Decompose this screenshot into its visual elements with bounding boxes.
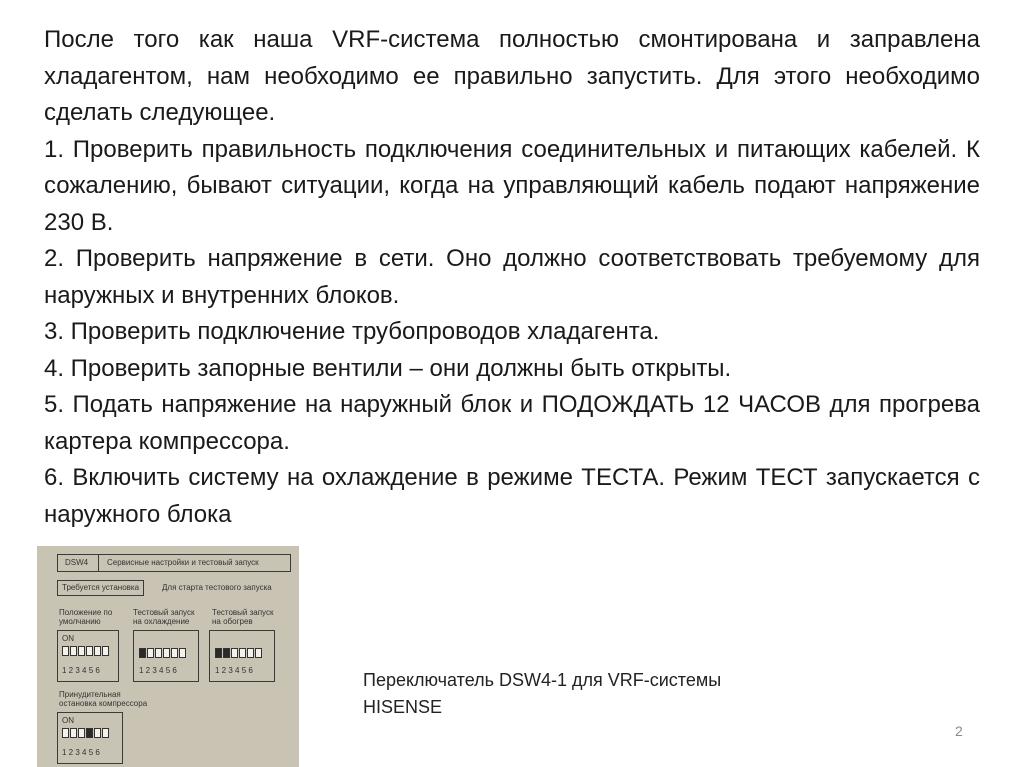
step-1: 1. Проверить правильность подключения соединительных и питающих кабелей. К сожалению, бывают ситуации, когда на управляющий кабель подают напряжение 230 В. — [44, 135, 980, 236]
figure-caption — [363, 667, 823, 721]
slide-number: 2 — [955, 723, 963, 739]
group-stop-numbers: 1 2 3 4 5 6 — [62, 748, 100, 757]
group-cool-label: Тестовый запуск на охлаждение — [133, 608, 195, 626]
step-4: 4. Проверить запорные вентили – они должны быть открыты. — [44, 354, 732, 382]
step-3: 3. Проверить подключение трубопроводов хладагента. — [44, 318, 660, 345]
group-default-numbers: 1 2 3 4 5 6 — [62, 666, 100, 675]
intro-paragraph: После того как наша VRF-система полностью смонтирована и заправлена хладагентом, нам необходимо ее правильно запустить. Для этого необходимо сделать следующее. — [44, 26, 980, 126]
photo-header-code: DSW4 — [65, 558, 89, 567]
switch-default — [62, 646, 109, 656]
switch-cool — [139, 648, 186, 658]
caption-line-2: HISENSE — [363, 697, 443, 717]
group-cool-numbers: 1 2 3 4 5 6 — [139, 666, 177, 675]
group-heat-label: Тестовый запуск на обогрев — [212, 608, 274, 626]
step-5: 5. Подать напряжение на наружный блок и ПОДОЖДАТЬ 12 ЧАСОВ для прогрева картера компрессора. — [44, 391, 980, 455]
group-stop-on: ON — [62, 716, 74, 725]
switch-heat — [215, 648, 262, 658]
dsw4-switch-photo — [37, 546, 299, 767]
photo-subheader-right: Для старта тестового запуска — [162, 583, 272, 592]
step-6: 6. Включить систему на охлаждение в режиме ТЕСТА. Режим ТЕСТ запускается с наружного блока — [44, 464, 980, 528]
group-stop-label: Принудительная остановка компрессора — [59, 690, 148, 708]
body-text — [44, 22, 980, 533]
switch-stop — [62, 728, 109, 738]
group-heat-numbers: 1 2 3 4 5 6 — [215, 666, 253, 675]
step-2: 2. Проверить напряжение в сети. Оно должно соответствовать требуемому для наружных и внутренних блоков. — [44, 245, 980, 309]
caption-line-1: Переключатель DSW4-1 для VRF-системы — [363, 670, 722, 690]
photo-header-title: Сервисные настройки и тестовый запуск — [107, 558, 259, 567]
group-default-on: ON — [62, 634, 74, 643]
photo-subheader-left: Требуется установка — [62, 583, 140, 592]
group-default-label: Положение по умолчанию — [59, 608, 113, 626]
